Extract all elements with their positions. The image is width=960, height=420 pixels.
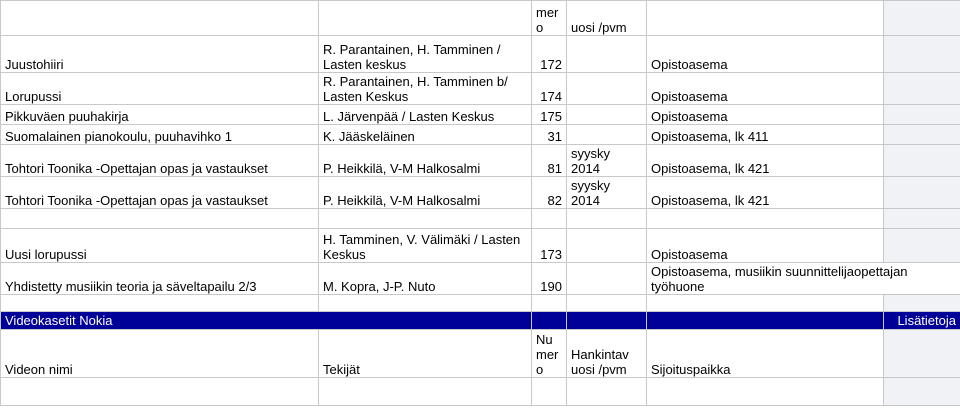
blank-cell[interactable] (884, 1, 960, 36)
section-band-cell[interactable] (532, 312, 567, 330)
row-number[interactable]: 31 (532, 125, 567, 145)
row-number[interactable]: 172 (532, 36, 567, 73)
blank-cell[interactable] (884, 73, 960, 105)
empty-cell[interactable] (1, 378, 319, 406)
row-location[interactable]: Opistoasema (647, 105, 884, 125)
row-date[interactable] (567, 295, 647, 312)
row-location[interactable]: Opistoasema, lk 421 (647, 145, 884, 177)
empty-cell[interactable] (567, 378, 647, 406)
header-location[interactable]: Sijoituspaikka (647, 330, 884, 378)
row-date[interactable]: syysky 2014 (567, 145, 647, 177)
header-acquisition-date[interactable]: Hankintav uosi /pvm (567, 330, 647, 378)
row-authors[interactable]: M. Kopra, J-P. Nuto (319, 263, 532, 295)
row-number[interactable]: 175 (532, 105, 567, 125)
row-title[interactable]: Tohtori Toonika -Opettajan opas ja vastaukset (1, 145, 319, 177)
row-title[interactable]: Juustohiiri (1, 36, 319, 73)
top-header-cell-empty[interactable] (319, 1, 532, 36)
row-date[interactable] (567, 36, 647, 73)
table-row (1, 73, 960, 105)
section-band-cell[interactable] (647, 312, 884, 330)
row-date[interactable] (567, 229, 647, 263)
row-number[interactable]: 81 (532, 145, 567, 177)
table-row-empty (1, 295, 960, 312)
row-number[interactable] (532, 209, 567, 229)
row-authors[interactable]: K. Jääskeläinen (319, 125, 532, 145)
row-location[interactable]: Opistoasema, lk 411 (647, 125, 884, 145)
blank-cell[interactable] (884, 378, 960, 406)
table-row (1, 36, 960, 73)
top-header-cell-empty[interactable] (647, 1, 884, 36)
row-location[interactable]: Opistoasema, musiikin suunnittelijaopettajan työhuone (647, 263, 960, 295)
row-title[interactable]: Yhdistetty musiikin teoria ja säveltapailu 2/3 (1, 263, 319, 295)
row-number[interactable]: 174 (532, 73, 567, 105)
row-number[interactable] (532, 295, 567, 312)
row-authors[interactable]: H. Tamminen, V. Välimäki / Lasten Keskus (319, 229, 532, 263)
header-video-name[interactable]: Videon nimi (1, 330, 319, 378)
blank-cell[interactable] (884, 177, 960, 209)
row-number[interactable]: 190 (532, 263, 567, 295)
row-title[interactable] (1, 295, 319, 312)
row-authors[interactable]: P. Heikkilä, V-M Halkosalmi (319, 177, 532, 209)
more-info-link[interactable]: Lisätietoja (884, 312, 960, 330)
blank-cell[interactable] (884, 229, 960, 263)
header-date-fragment[interactable]: uosi /pvm (567, 1, 647, 36)
row-date[interactable] (567, 73, 647, 105)
row-location[interactable]: Opistoasema (647, 73, 884, 105)
row-title[interactable]: Pikkuväen puuhakirja (1, 105, 319, 125)
empty-cell[interactable] (647, 378, 884, 406)
row-authors[interactable]: R. Parantainen, H. Tamminen / Lasten keskus (319, 36, 532, 73)
row-title[interactable]: Lorupussi (1, 73, 319, 105)
blank-cell[interactable] (884, 36, 960, 73)
row-title[interactable] (1, 209, 319, 229)
header-number-fragment[interactable]: mer o (532, 1, 567, 36)
bottom-header-row (1, 330, 960, 378)
blank-cell[interactable] (884, 295, 960, 312)
row-location[interactable]: Opistoasema (647, 229, 884, 263)
section-band-row (1, 312, 960, 330)
table-row (1, 229, 960, 263)
row-date[interactable]: syysky 2014 (567, 177, 647, 209)
table-row (1, 105, 960, 125)
row-location[interactable]: Opistoasema (647, 36, 884, 73)
table-row-empty (1, 378, 960, 406)
row-title[interactable]: Suomalainen pianokoulu, puuhavihko 1 (1, 125, 319, 145)
table-row-empty (1, 209, 960, 229)
blank-cell[interactable] (884, 105, 960, 125)
row-authors[interactable] (319, 295, 532, 312)
row-location[interactable] (647, 295, 884, 312)
row-authors[interactable]: L. Järvenpää / Lasten Keskus (319, 105, 532, 125)
header-authors[interactable]: Tekijät (319, 330, 532, 378)
row-date[interactable] (567, 125, 647, 145)
row-location[interactable] (647, 209, 884, 229)
row-number[interactable]: 173 (532, 229, 567, 263)
header-number[interactable]: Nu mer o (532, 330, 567, 378)
row-location[interactable]: Opistoasema, lk 421 (647, 177, 884, 209)
section-title[interactable]: Videokasetit Nokia (1, 312, 532, 330)
blank-cell[interactable] (884, 209, 960, 229)
section-band-cell[interactable] (567, 312, 647, 330)
row-authors[interactable]: P. Heikkilä, V-M Halkosalmi (319, 145, 532, 177)
empty-cell[interactable] (532, 378, 567, 406)
row-date[interactable] (567, 263, 647, 295)
top-header-cell-empty[interactable] (1, 1, 319, 36)
top-header-row (1, 1, 960, 36)
blank-cell[interactable] (884, 330, 960, 378)
table-row (1, 125, 960, 145)
table-row (1, 177, 960, 209)
table-row (1, 263, 960, 295)
row-title[interactable]: Tohtori Toonika -Opettajan opas ja vastaukset (1, 177, 319, 209)
row-date[interactable] (567, 105, 647, 125)
blank-cell[interactable] (884, 125, 960, 145)
row-title[interactable]: Uusi lorupussi (1, 229, 319, 263)
table-row (1, 145, 960, 177)
empty-cell[interactable] (319, 378, 532, 406)
row-number[interactable]: 82 (532, 177, 567, 209)
blank-cell[interactable] (884, 145, 960, 177)
row-authors[interactable] (319, 209, 532, 229)
row-authors[interactable]: R. Parantainen, H. Tamminen b/ Lasten Keskus (319, 73, 532, 105)
row-date[interactable] (567, 209, 647, 229)
